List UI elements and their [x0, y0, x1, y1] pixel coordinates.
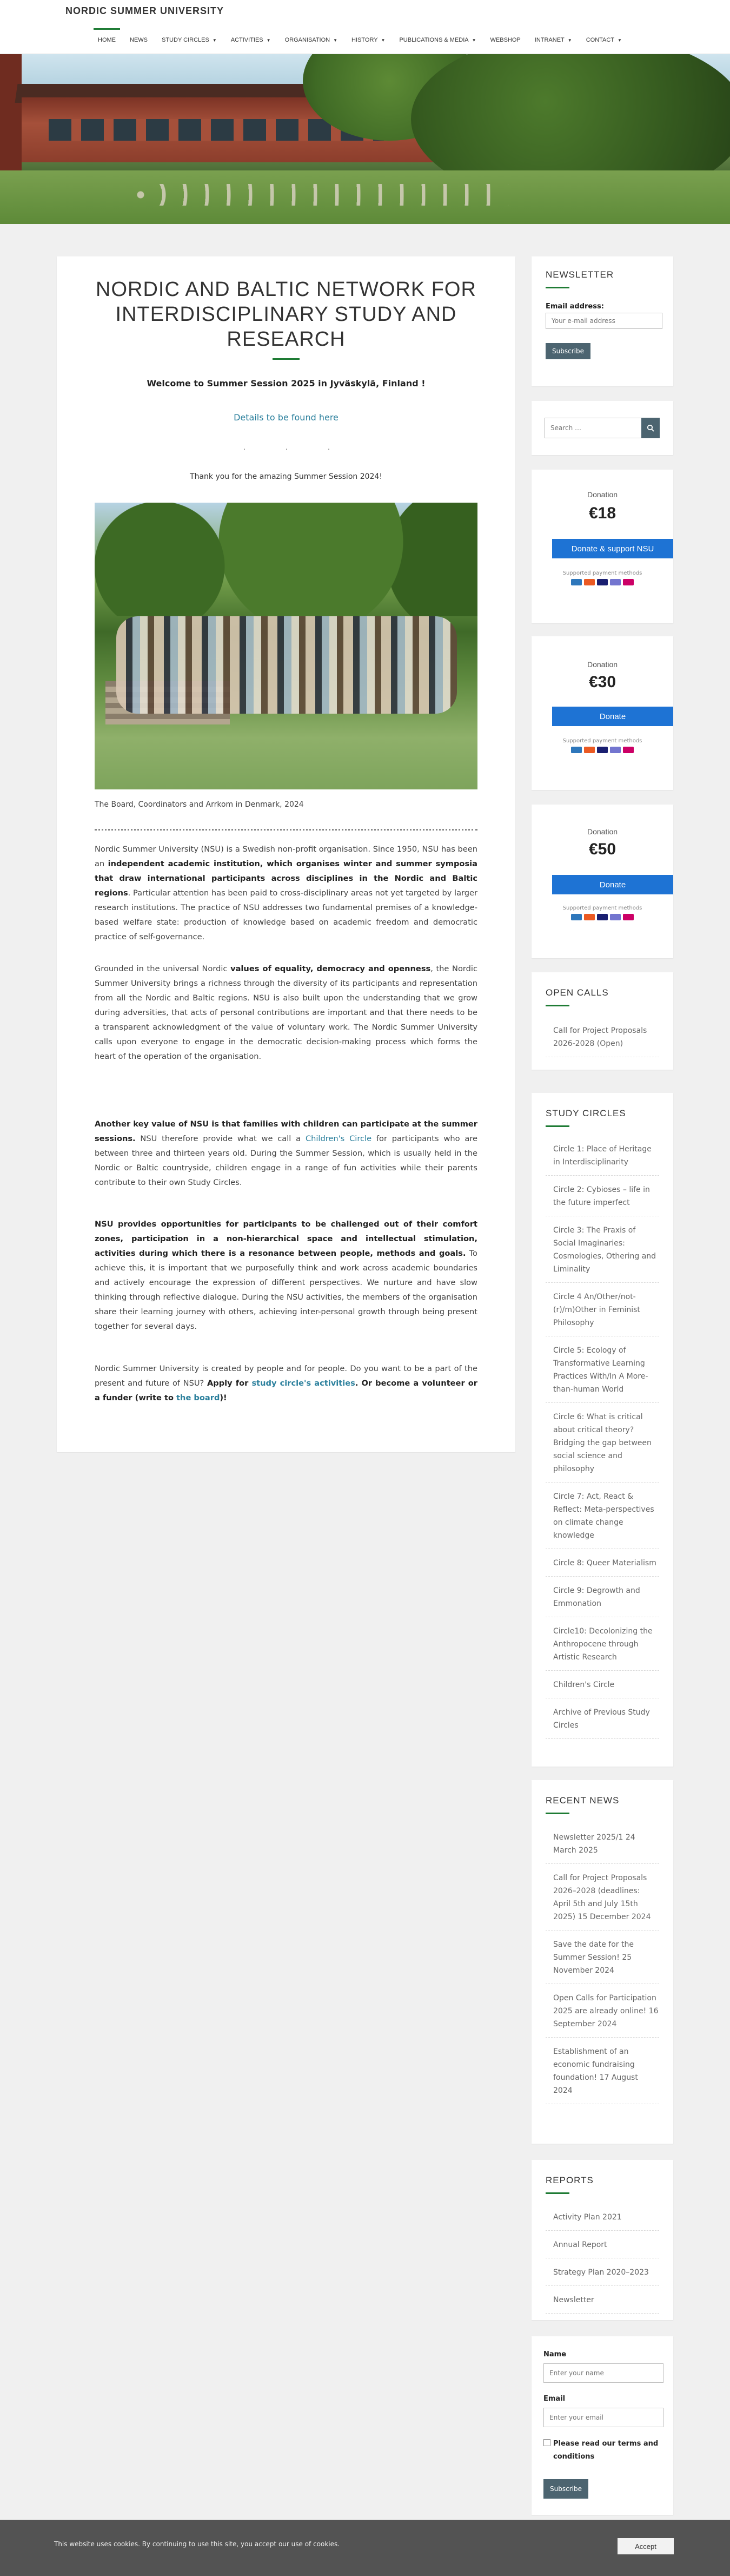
nav-contact[interactable]	[579, 28, 629, 52]
search-input[interactable]	[545, 418, 642, 438]
cookie-text: This website uses cookies. By continuing to use this site, you accept our use of cookies.	[54, 2540, 340, 2548]
mastercard-icon	[584, 747, 595, 753]
nav-study-circles[interactable]	[155, 28, 224, 52]
nav-label: ACTIVITIES	[230, 37, 263, 43]
site-header	[0, 0, 730, 54]
search-button[interactable]	[641, 418, 660, 438]
nav-label: INTRANET	[534, 37, 565, 43]
chevron-down-icon: ▼	[567, 37, 572, 43]
title-divider	[273, 358, 300, 360]
payment-icons	[532, 747, 673, 753]
list-item[interactable]: Circle 1: Place of Heritage in Interdisciplinarity	[546, 1143, 659, 1176]
maestro-icon	[610, 579, 621, 585]
text: To achieve this, it is important that we purposefully think and work across academic boundaries and actively encourage the expression of different perspectives. We nurture and have slow thinking through reflective dialogue. During the NSU activities, the members of the organisation share their learning journey with others, achieving inter-personal growth through being present together for several days.	[95, 1249, 477, 1331]
amex-icon	[571, 579, 582, 585]
text: , the Nordic Summer University brings a richness through the diversity of its participants and representation from all the Nordic and Baltic regions. NSU is also built upon the understanding that we grow during adversities, that acts of personal contributions are important and that there needs to be a transparent acknowledgment of the value of voluntary work. The Nordic Summer University calls upon everyone to engage in the democratic decision-making process which forms the heart of the operation of the organisation.	[95, 964, 477, 1061]
list-item[interactable]: Circle 3: The Praxis of Social Imaginaries: Cosmologies, Othering and Liminality	[546, 1216, 659, 1283]
mastercard-icon	[584, 579, 595, 585]
nav-label: NEWS	[130, 37, 148, 43]
nav-intranet[interactable]	[528, 28, 579, 52]
widget-divider	[546, 287, 569, 288]
list-item[interactable]: Circle 6: What is critical about critical theory? Bridging the gap between social science and philosophy	[546, 1403, 659, 1483]
list-item[interactable]: Call for Project Proposals 2026–2028 (deadlines: April 5th and July 15th 2025) 15 December 2024	[546, 1864, 659, 1931]
list-item[interactable]: Circle 2: Cybioses – life in the future imperfect	[546, 1176, 659, 1216]
newsletter-subscribe-button[interactable]: Subscribe	[546, 343, 590, 359]
chevron-down-icon: ▼	[381, 37, 386, 43]
thanks-text: Thank you for the amazing Summer Session 2024!	[190, 472, 382, 481]
payment-icons	[532, 579, 673, 585]
list-item[interactable]: Children's Circle	[546, 1671, 659, 1698]
chevron-down-icon: ▼	[212, 37, 217, 43]
values-paragraph	[95, 961, 477, 1064]
text: Nordic Summer University is created by people and for people. Do you want to be a part of the present and future of NSU?	[95, 1364, 477, 1388]
open-calls-widget	[532, 972, 673, 1070]
text: for participants who are between three and thirteen years old. During the Summer Session, which is usually held in the Nordic or Baltic countryside, children engage in a range of fun activities while their parents contribute to their own Study Circles.	[95, 1134, 477, 1187]
donate-button[interactable]: Donate	[552, 875, 673, 894]
search-icon	[647, 424, 654, 432]
list-item[interactable]: Activity Plan 2021	[546, 2211, 659, 2231]
newsletter-widget	[532, 256, 673, 386]
list-item[interactable]: Circle 8: Queer Materialism	[546, 1549, 659, 1577]
list-item[interactable]: Circle 7: Act, React & Reflect: Meta-perspectives on climate change knowledge	[546, 1483, 659, 1549]
list-item[interactable]: Newsletter 2025/1 24 March 2025	[546, 1831, 659, 1864]
name-input[interactable]	[543, 2363, 663, 2383]
study-circles-activities-link[interactable]: study circle's activities	[251, 1379, 355, 1388]
main-content	[57, 256, 515, 1452]
widget-title: NEWSLETTER	[546, 269, 614, 280]
list-item[interactable]: Archive of Previous Study Circles	[546, 1698, 659, 1739]
childrens-circle-link[interactable]: Children's Circle	[305, 1134, 372, 1143]
page-title: NORDIC AND BALTIC NETWORK FOR INTERDISCIPLINARY STUDY AND RESEARCH	[96, 278, 476, 351]
mastercard-icon	[584, 914, 595, 920]
ideal-icon	[623, 914, 634, 920]
visa-icon	[597, 579, 608, 585]
group-photo	[95, 503, 477, 789]
hero-tower	[0, 54, 22, 184]
maestro-icon	[610, 914, 621, 920]
recent-news-widget	[532, 1780, 673, 2144]
nav-activities[interactable]	[224, 28, 278, 52]
welcome-heading: Welcome to Summer Session 2025 in Jyväskylä, Finland !	[147, 378, 426, 388]
nav-news[interactable]	[123, 28, 155, 52]
widget-divider	[546, 1813, 569, 1814]
widget-title: REPORTS	[546, 2175, 594, 2185]
widget-divider	[546, 1125, 569, 1127]
donation-label: Donation	[587, 660, 618, 669]
list-item[interactable]: Annual Report	[546, 2231, 659, 2258]
signup-widget	[532, 2336, 673, 2515]
slider-dot[interactable]: .	[286, 444, 288, 451]
details-link[interactable]: Details to be found here	[234, 412, 339, 423]
opportunities-paragraph	[95, 1217, 477, 1334]
text: . Particular attention has been paid to cross-disciplinary areas not yet targeted by larger research institutions. The practice of NSU addresses two fundamental premises of a knowledge-based welfare state: production of knowledge based on academic freedom and democratic practice of self-governance.	[95, 888, 477, 941]
nav-webshop[interactable]	[483, 28, 528, 52]
ideal-icon	[623, 579, 634, 585]
text-bold: Another key value of NSU is that families with children can participate at the summer sessions.	[95, 1119, 477, 1143]
widget-title: RECENT NEWS	[546, 1795, 620, 1806]
donation-amount: €50	[588, 840, 616, 858]
widget-divider	[546, 1005, 569, 1006]
chevron-down-icon: ▼	[266, 37, 271, 43]
list-item[interactable]: Establishment of an economic fundraising foundation! 17 August 2024	[546, 2038, 659, 2104]
donation-amount: €18	[588, 504, 616, 522]
list-item[interactable]: Open Calls for Participation 2025 are already online! 16 September 2024	[546, 1984, 659, 2038]
reports-list	[546, 2211, 659, 2314]
text-bold: values of equality, democracy and openness	[230, 964, 431, 973]
reports-widget	[532, 2160, 673, 2320]
list-item[interactable]: Circle 5: Ecology of Transformative Learning Practices With/In A More-than-human World	[546, 1336, 659, 1403]
nav-label: HOME	[98, 37, 116, 43]
search-widget	[532, 401, 673, 455]
list-item[interactable]: Call for Project Proposals 2026-2028 (Open)	[546, 1024, 659, 1057]
families-paragraph	[95, 1117, 477, 1190]
study-circles-list	[546, 1143, 659, 1739]
main-nav	[91, 28, 629, 52]
visa-icon	[597, 747, 608, 753]
email-label: Email address:	[546, 302, 604, 311]
donation-widget	[532, 805, 673, 958]
ideal-icon	[623, 747, 634, 753]
nav-label: CONTACT	[586, 37, 615, 43]
amex-icon	[571, 747, 582, 753]
cookie-banner	[0, 2520, 730, 2576]
donation-amount: €30	[588, 673, 616, 691]
chevron-down-icon: ▼	[333, 37, 338, 43]
nav-history[interactable]	[344, 28, 392, 52]
text-bold: NSU provides opportunities for participants to be challenged out of their comfort zones, participation in a non-hierarchical space and intellectual stimulation, activities during which there is a resonance between people, methods and goals.	[95, 1220, 477, 1258]
the-board-link[interactable]: the board	[176, 1393, 220, 1402]
donation-label: Donation	[587, 490, 618, 499]
list-item[interactable]: Save the date for the Summer Session! 25 November 2024	[546, 1931, 659, 1984]
chevron-down-icon: ▼	[618, 37, 622, 43]
photo-people	[116, 616, 457, 714]
nav-organisation[interactable]	[278, 28, 344, 52]
hero-image	[0, 54, 730, 224]
recent-news-list	[546, 1831, 659, 2104]
open-calls-list	[546, 1024, 659, 1057]
nav-publications-media[interactable]	[392, 28, 483, 52]
nav-label: HISTORY	[351, 37, 378, 43]
hero-people	[130, 184, 508, 206]
donation-label: Donation	[587, 827, 618, 836]
text-bold: )!	[220, 1393, 227, 1402]
text: Grounded in the universal Nordic	[95, 964, 231, 973]
donate-button[interactable]: Donate	[552, 707, 673, 726]
donation-widget	[532, 636, 673, 790]
widget-divider	[546, 2192, 569, 2194]
nav-label: PUBLICATIONS & MEDIA	[399, 37, 469, 43]
text-bold: independent academic institution, which organises winter and summer symposia that draw international participants across disciplines in the Nordic and Baltic regions	[95, 859, 477, 898]
email-input[interactable]	[543, 2408, 663, 2427]
list-item[interactable]: Circle 9: Degrowth and Emmonation	[546, 1577, 659, 1617]
nav-label: ORGANISATION	[284, 37, 330, 43]
intro-paragraph	[95, 842, 477, 944]
nav-home[interactable]	[91, 28, 123, 52]
list-item[interactable]: Circle 4 An/Other/not-(r)/m)Other in Feminist Philosophy	[546, 1283, 659, 1336]
payment-icons	[532, 914, 673, 920]
nav-label: WEBSHOP	[490, 37, 521, 43]
section-divider	[95, 829, 477, 831]
site-title[interactable]: NORDIC SUMMER UNIVERSITY	[65, 5, 224, 16]
payment-methods-label: Supported payment methods	[562, 570, 642, 576]
text: NSU therefore provide what we call a	[135, 1134, 306, 1143]
maestro-icon	[610, 747, 621, 753]
widget-title: STUDY CIRCLES	[546, 1108, 626, 1118]
list-item[interactable]: Strategy Plan 2020–2023	[546, 2258, 659, 2286]
donation-widget	[532, 470, 673, 623]
list-item[interactable]: Circle10: Decolonizing the Anthropocene through Artistic Research	[546, 1617, 659, 1671]
slider-dot[interactable]: .	[328, 444, 330, 451]
join-paragraph	[95, 1361, 477, 1405]
payment-methods-label: Supported payment methods	[562, 905, 642, 911]
text-bold: Apply for	[207, 1379, 252, 1388]
signup-subscribe-button[interactable]: Subscribe	[543, 2479, 588, 2499]
visa-icon	[597, 914, 608, 920]
newsletter-email-input[interactable]	[546, 313, 662, 329]
list-item[interactable]: Newsletter	[546, 2286, 659, 2314]
payment-methods-label: Supported payment methods	[562, 738, 642, 744]
amex-icon	[571, 914, 582, 920]
chevron-down-icon: ▼	[472, 37, 476, 43]
email-label: Email	[543, 2395, 566, 2403]
photo-caption: The Board, Coordinators and Arrkom in Denmark, 2024	[95, 800, 304, 809]
photo-trees	[95, 503, 477, 616]
widget-title: OPEN CALLS	[546, 987, 609, 998]
slider-dots	[243, 444, 330, 451]
donate-button[interactable]: Donate & support NSU	[552, 539, 673, 558]
name-label: Name	[543, 2350, 567, 2358]
terms-checkbox[interactable]	[543, 2439, 550, 2446]
nav-label: STUDY CIRCLES	[162, 37, 209, 43]
terms-label: Please read our terms and conditions	[553, 2440, 659, 2461]
accept-cookies-button[interactable]: Accept	[618, 2538, 674, 2554]
text: Nordic Summer University (NSU) is a Swedish non-profit organisation. Since 1950, NSU has been an	[95, 845, 477, 868]
text-bold: . Or become a volunteer or a funder (write to	[95, 1379, 477, 1402]
study-circles-widget	[532, 1093, 673, 1767]
slider-dot[interactable]: .	[243, 444, 245, 451]
